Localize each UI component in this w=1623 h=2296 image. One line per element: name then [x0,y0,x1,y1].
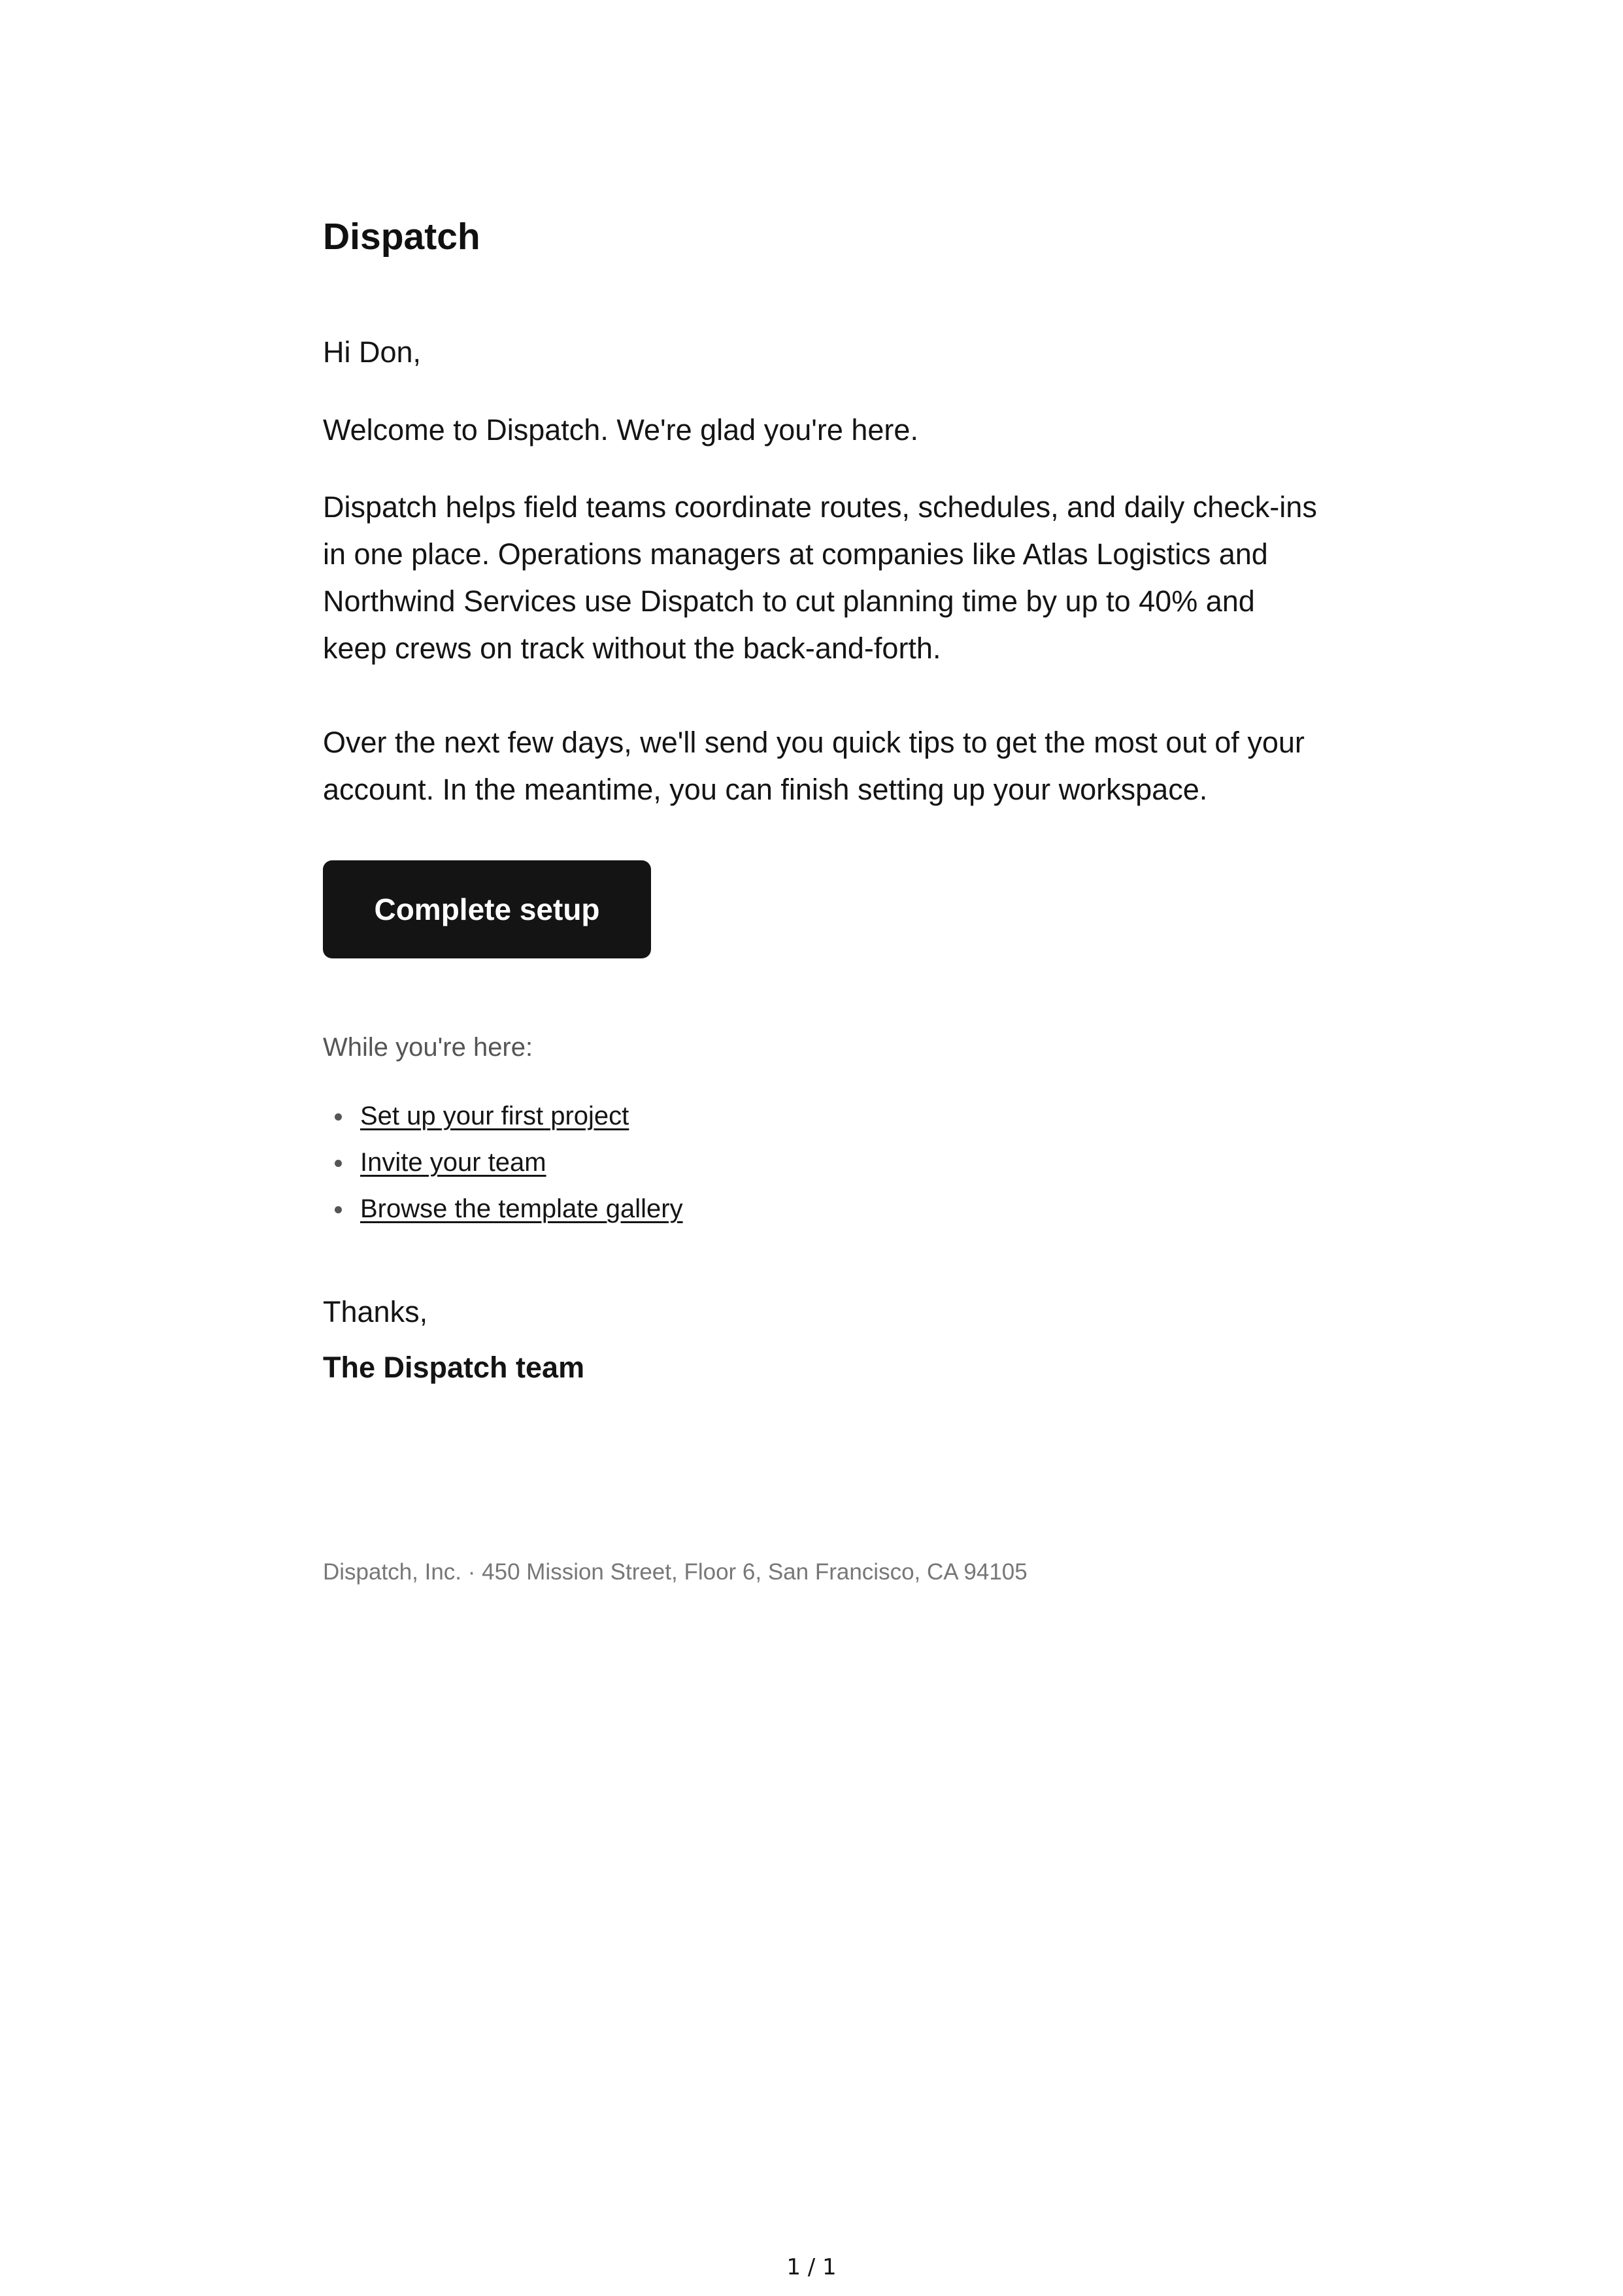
brand-title: Dispatch [323,216,480,258]
intro-paragraph: Dispatch helps field teams coordinate routes, schedules, and daily check-ins in one place. Operations managers at companies like Atlas Logistics and Northwind Services use Dispatch to cut planning time by up to 40% and keep crews on track without the back-and-forth. [323,490,1317,665]
welcome-line: Welcome to Dispatch. We're glad you're here. [323,413,918,447]
while-here-label: While you're here: [323,1033,533,1062]
setup-project-link[interactable]: Set up your first project [360,1102,629,1130]
footer-address: Dispatch, Inc. · 450 Mission Street, Floor 6, San Francisco, CA 94105 [323,1559,1028,1585]
template-gallery-link[interactable]: Browse the template gallery [360,1194,683,1223]
list-item [323,1186,683,1232]
quick-links-list [323,1093,683,1232]
bullet-icon [335,1113,342,1121]
page-indicator: 1 / 1 [786,2254,837,2280]
greeting: Hi Don, [323,335,422,369]
thanks-line: Thanks, [323,1295,428,1328]
tips-paragraph: Over the next few days, we'll send you quick tips to get the most out of your account. In the meantime, you can finish setting up your workspace. [323,726,1305,806]
list-item [323,1093,683,1140]
bullet-icon [335,1206,342,1213]
complete-setup-button[interactable]: Complete setup [323,860,651,958]
signoff: The Dispatch team [323,1351,585,1384]
list-item [323,1140,683,1186]
invite-team-link[interactable]: Invite your team [360,1148,546,1177]
bullet-icon [335,1160,342,1167]
